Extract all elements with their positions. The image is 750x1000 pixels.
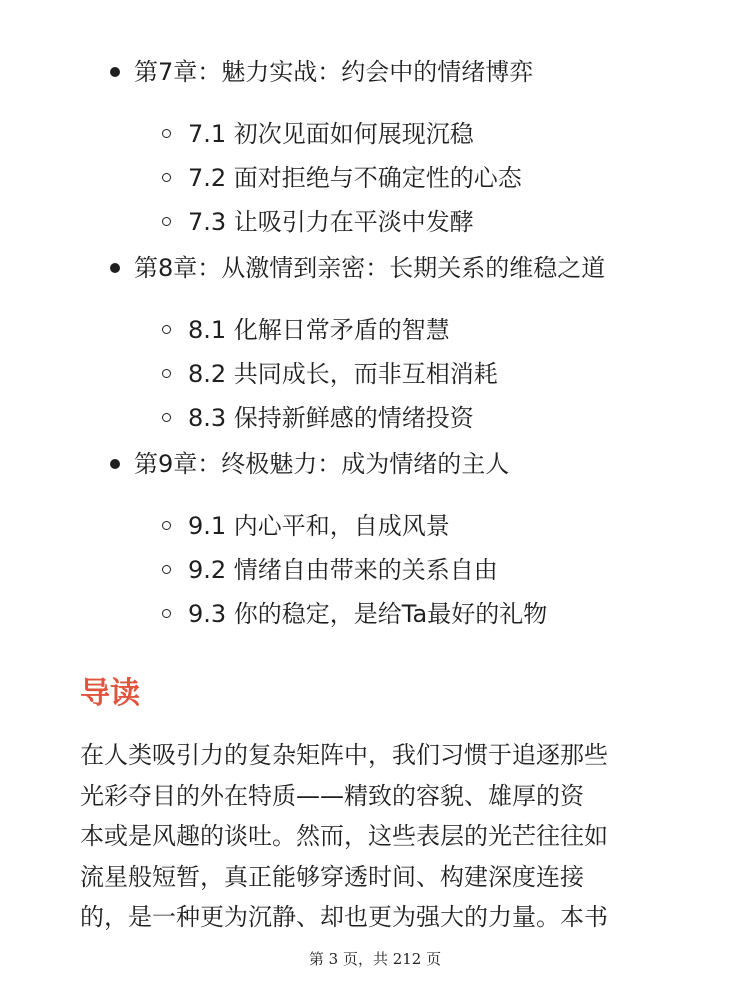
table-of-contents	[0, 48, 750, 636]
paragraph-line: 光彩夺目的外在特质——精致的容貌、雄厚的资	[80, 781, 584, 810]
section-title: 9.1 内心平和，自成风景	[188, 512, 450, 540]
section-title: 7.1 初次见面如何展现沉稳	[188, 120, 474, 148]
toc-section-8-2	[0, 352, 750, 396]
toc-section-9-2	[0, 548, 750, 592]
bullet-circle-icon	[162, 217, 171, 226]
toc-section-7-1	[0, 112, 750, 156]
toc-section-7-3	[0, 200, 750, 244]
chapter-title: 第7章：魅力实战：约会中的情绪博弈	[134, 58, 534, 86]
bullet-dot-icon	[110, 67, 120, 77]
page-number-footer: 第 3 页，共 212 页	[308, 950, 442, 968]
toc-section-9-1	[0, 504, 750, 548]
section-title: 8.2 共同成长，而非互相消耗	[188, 360, 498, 388]
section-title: 8.1 化解日常矛盾的智慧	[188, 316, 450, 344]
section-title: 7.3 让吸引力在平淡中发酵	[188, 208, 474, 236]
paragraph-line: 在人类吸引力的复杂矩阵中，我们习惯于追逐那些	[80, 741, 608, 769]
bullet-circle-icon	[162, 173, 171, 182]
chapter-title: 第8章：从激情到亲密：长期关系的维稳之道	[134, 254, 606, 282]
bullet-circle-icon	[162, 369, 171, 378]
intro-paragraph	[80, 735, 680, 938]
bullet-circle-icon	[162, 609, 171, 618]
paragraph-line: 流星般短暂，真正能够穿透时间、构建深度连接	[80, 862, 584, 891]
toc-section-7-2	[0, 156, 750, 200]
toc-chapter-8	[0, 244, 750, 292]
bullet-circle-icon	[162, 413, 171, 422]
toc-section-8-1	[0, 308, 750, 352]
bullet-dot-icon	[110, 459, 120, 469]
section-title: 9.3 你的稳定，是给Ta最好的礼物	[188, 600, 548, 628]
toc-section-9-3	[0, 592, 750, 636]
bullet-circle-icon	[162, 325, 171, 334]
section-title: 7.2 面对拒绝与不确定性的心态	[188, 164, 522, 192]
intro-heading: 导读	[80, 676, 140, 711]
toc-chapter-7	[0, 48, 750, 96]
paragraph-line: 本或是风趣的谈吐。然而，这些表层的光芒往往如	[80, 822, 608, 850]
section-title: 9.2 情绪自由带来的关系自由	[188, 556, 498, 584]
bullet-circle-icon	[162, 521, 171, 530]
toc-section-8-3	[0, 396, 750, 440]
toc-chapter-9	[0, 440, 750, 488]
bullet-dot-icon	[110, 263, 120, 273]
paragraph-line: 的，是一种更为沉静、却也更为强大的力量。本书	[80, 903, 608, 931]
section-title: 8.3 保持新鲜感的情绪投资	[188, 404, 474, 432]
chapter-title: 第9章：终极魅力：成为情绪的主人	[134, 450, 510, 478]
bullet-circle-icon	[162, 129, 171, 138]
bullet-circle-icon	[162, 565, 171, 574]
